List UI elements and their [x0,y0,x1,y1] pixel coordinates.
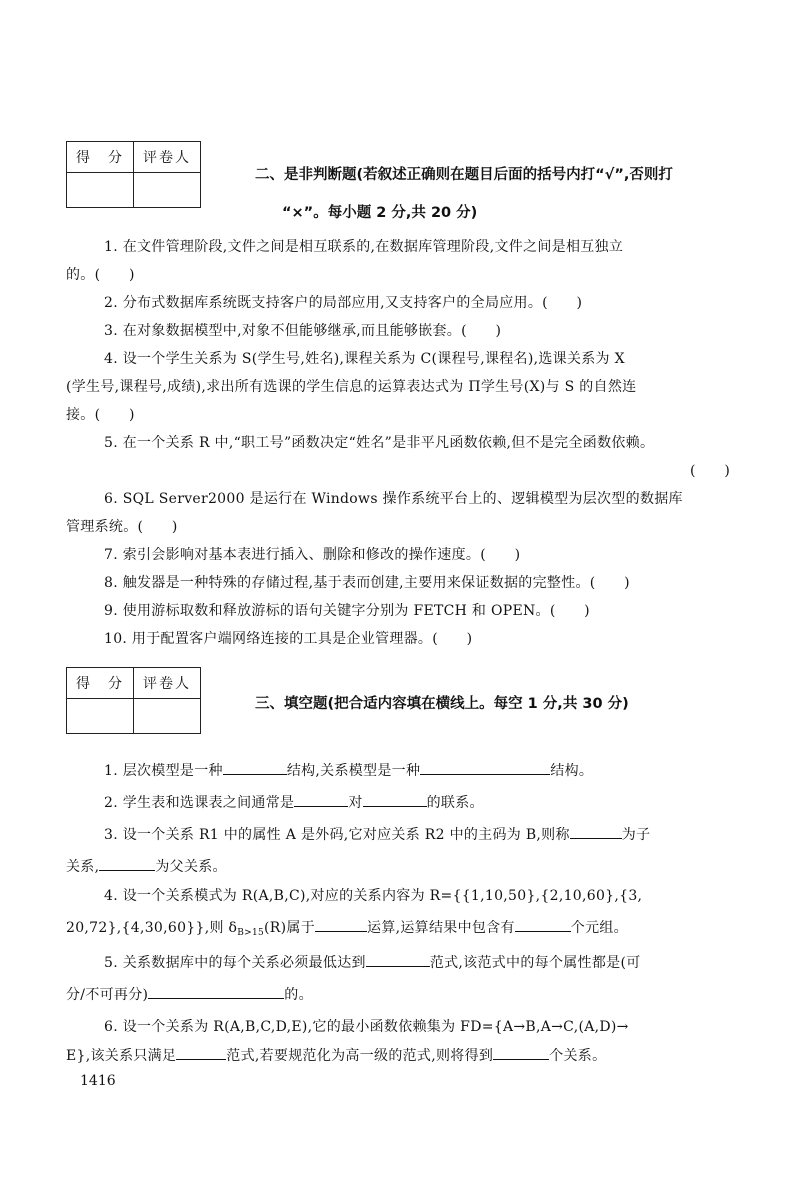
score-label: 得 分 [67,668,134,699]
s3-question-4-line1: 4. 设一个关系模式为 R(A,B,C),对应的关系内容为 R={{1,10,50},{2,10,60},{3, [104,888,643,904]
s3-question-3-line1: 3. 设一个关系 R1 中的属性 A 是外码,它对应关系 R2 中的主码为 B,则称 为子 [104,824,650,844]
answer-blank[interactable] [315,917,367,932]
score-cell [67,173,134,208]
answer-blank[interactable] [148,984,284,999]
s2-line: 管理系统。( ) [66,519,178,535]
s2-line: ( ) [690,463,731,479]
answer-blank[interactable] [294,792,348,807]
s3-question-5-line2: 分/不可再分) 的。 [66,984,313,1004]
s2-line: 1. 在文件管理阶段,文件之间是相互联系的,在数据库管理阶段,文件之间是相互独立 [104,239,624,255]
s2-line: 8. 触发器是一种特殊的存储过程,基于表而创建,主要用来保证数据的完整性。( ) [104,575,630,591]
s2-line: (学生号,课程号,成绩),求出所有选课的学生信息的运算表达式为 Π学生号(X)与 S 的自然连 [66,379,637,395]
answer-blank[interactable] [515,917,571,932]
section2-title-line1: 二、是非判断题(若叙述正确则在题目后面的括号内打“√”,否则打 [255,167,673,183]
s3-question-3-line2: 关系, 为父关系。 [66,856,227,876]
grader-cell [134,173,201,208]
grader-label: 评卷人 [134,142,201,173]
s3-question-6-line2: E},该关系只满足 范式,若要规范化为高一级的范式,则将得到 个关系。 [66,1045,606,1065]
answer-blank[interactable] [176,1045,226,1060]
score-box-section3 [66,667,201,734]
score-label: 得 分 [67,142,134,173]
answer-blank[interactable] [420,760,550,775]
grader-cell [134,699,201,734]
s2-line: 9. 使用游标取数和释放游标的语句关键字分别为 FETCH 和 OPEN。( ) [104,603,590,619]
answer-blank[interactable] [366,952,430,967]
s2-line: 3. 在对象数据模型中,对象不但能够继承,而且能够嵌套。( ) [104,323,502,339]
answer-blank[interactable] [493,1045,549,1060]
section2-title-line2: “×”。每小题 2 分,共 20 分) [282,205,478,221]
s3-question-1: 1. 层次模型是一种 结构,关系模型是一种 结构。 [104,760,593,780]
s2-line: 5. 在一个关系 R 中,“职工号”函数决定“姓名”是非平凡函数依赖,但不是完全函数依赖。 [104,435,655,451]
answer-blank[interactable] [363,792,427,807]
answer-blank[interactable] [570,824,622,839]
s3-question-4-line2: 20,72},{4,30,60}},则 $\delta_{B>15}(R)$属于 运算,运算结果中包含有 个元组。 [66,917,628,938]
answer-blank[interactable] [223,760,287,775]
page-number: 1416 [80,1073,116,1089]
grader-label: 评卷人 [134,668,201,699]
s3-question-6-line1: 6. 设一个关系为 R(A,B,C,D,E),它的最小函数依赖集为 FD={A→B,A→C,(A,D)→ [104,1019,629,1035]
s3-question-2: 2. 学生表和选课表之间通常是 对 的联系。 [104,792,484,812]
answer-blank[interactable] [99,856,155,871]
score-box-section2 [66,141,201,208]
s2-line: 接。( ) [66,407,135,423]
section3-title: 三、填空题(把合适内容填在横线上。每空 1 分,共 30 分) [255,696,629,712]
s2-line: 4. 设一个学生关系为 S(学生号,姓名),课程关系为 C(课程号,课程名),选课关系为 X [104,351,625,367]
score-cell [67,699,134,734]
s3-question-5-line1: 5. 关系数据库中的每个关系必须最低达到 范式,该范式中的每个属性都是(可 [104,952,641,972]
s2-line: 6. SQL Server2000 是运行在 Windows 操作系统平台上的、逻辑模型为层次型的数据库 [104,491,683,507]
s2-line: 7. 索引会影响对基本表进行插入、删除和修改的操作速度。( ) [104,547,521,563]
s2-line: 10. 用于配置客户端网络连接的工具是企业管理器。( ) [104,631,473,647]
s2-line: 的。( ) [66,267,135,283]
s2-line: 2. 分布式数据库系统既支持客户的局部应用,又支持客户的全局应用。( ) [104,295,583,311]
